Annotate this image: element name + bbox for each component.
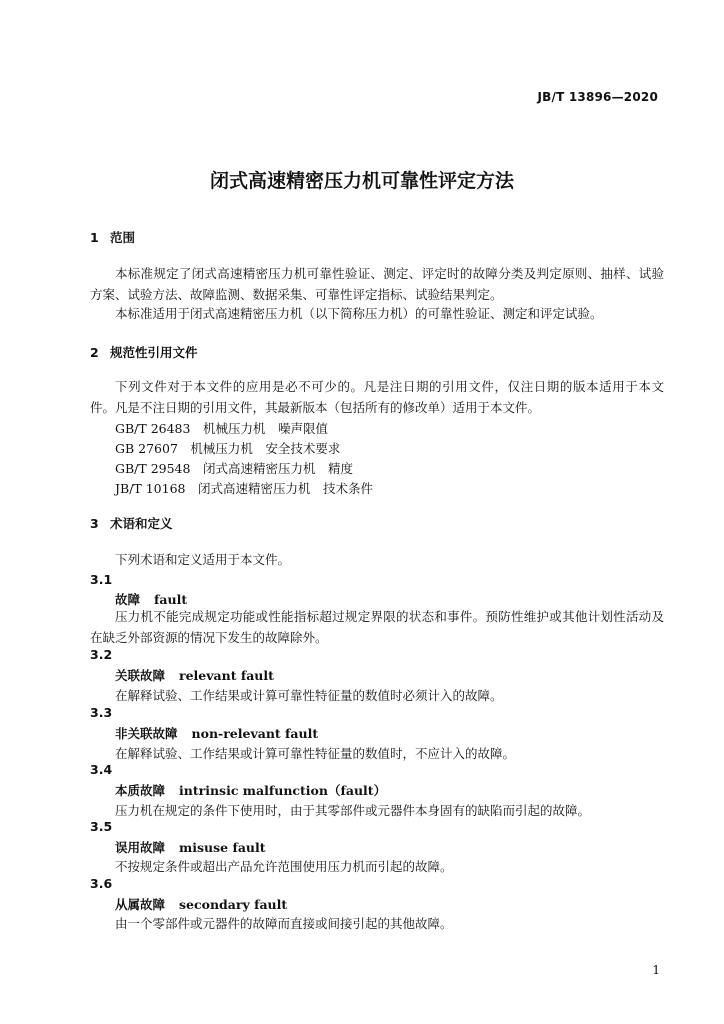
term-chinese: 本质故障 [115, 783, 166, 798]
section-1-paragraph-2: 本标准适用于闭式高速精密压力机（以下简称压力机）的可靠性验证、测定和评定试验。 [115, 306, 603, 321]
reference-item: GB/T 26483 机械压力机 噪声限值 [115, 421, 328, 436]
term-chinese: 非关联故障 [115, 726, 178, 741]
section-3-intro: 下列术语和定义适用于本文件。 [115, 552, 291, 567]
term-english: misuse fault [179, 840, 266, 855]
term-chinese: 从属故障 [115, 897, 166, 912]
term-number: 3.5 [90, 819, 113, 834]
term-heading [115, 666, 274, 684]
reference-item: GB 27607 机械压力机 安全技术要求 [115, 441, 341, 456]
section-number: 3 [90, 516, 99, 531]
section-3-heading [90, 514, 173, 532]
term-heading [115, 895, 287, 913]
term-number: 3.3 [90, 705, 113, 720]
term-chinese: 故障 [115, 592, 141, 607]
section-number: 1 [90, 230, 99, 245]
reference-item: JB/T 10168 闭式高速精密压力机 技术条件 [115, 481, 373, 496]
section-title: 范围 [110, 230, 136, 245]
term-definition: 压力机在规定的条件下使用时，由于其零部件或元器件本身固有的缺陷而引起的故障。 [115, 803, 591, 818]
section-2-heading [90, 343, 198, 361]
document-code: JB/T 13896—2020 [537, 90, 658, 104]
page-number: 1 [652, 963, 660, 977]
term-definition: 在解释试验、工作结果或计算可靠性特征量的数值时，不应计入的故障。 [115, 746, 516, 761]
term-chinese: 误用故障 [115, 840, 166, 855]
section-number: 2 [90, 345, 99, 360]
term-chinese: 关联故障 [115, 668, 166, 683]
document-title: 闭式高速精密压力机可靠性评定方法 [209, 170, 514, 192]
term-definition: 不按规定条件或超出产品允许范围使用压力机而引起的故障。 [115, 859, 453, 874]
section-title: 规范性引用文件 [110, 345, 198, 360]
term-definition: 压力机不能完成规定功能或性能指标超过规定界限的状态和事件。预防性维护或其他计划性活动及在缺乏外部资源的情况下发生的故障除外。 [90, 609, 664, 645]
term-english: relevant fault [179, 668, 274, 683]
term-definition: 由一个零部件或元器件的故障而直接或间接引起的其他故障。 [115, 916, 453, 931]
term-english: secondary fault [179, 897, 288, 912]
section-title: 术语和定义 [110, 516, 173, 531]
term-heading [115, 781, 386, 799]
term-heading [115, 838, 266, 856]
term-english: fault [154, 592, 188, 607]
term-number: 3.4 [90, 762, 113, 777]
term-english: non-relevant fault [191, 726, 319, 741]
term-number: 3.2 [90, 647, 113, 662]
term-number: 3.6 [90, 876, 113, 891]
term-definition: 在解释试验、工作结果或计算可靠性特征量的数值时必须计入的故障。 [115, 688, 503, 703]
section-2-paragraph-1: 下列文件对于本文件的应用是必不可少的。凡是注日期的引用文件，仅注日期的版本适用于本文件。凡是不注日期的引用文件，其最新版本（包括所有的修改单）适用于本文件。 [90, 379, 664, 415]
section-1-heading [90, 228, 135, 246]
term-heading [115, 724, 318, 742]
reference-item: GB/T 29548 闭式高速精密压力机 精度 [115, 461, 353, 476]
section-1-paragraph-1: 本标准规定了闭式高速精密压力机可靠性验证、测定、评定时的故障分类及判定原则、抽样、试验方案、试验方法、故障监测、数据采集、可靠性评定指标、试验结果判定。 [90, 266, 664, 302]
term-english: intrinsic malfunction（fault） [179, 783, 387, 798]
term-number: 3.1 [90, 572, 113, 587]
